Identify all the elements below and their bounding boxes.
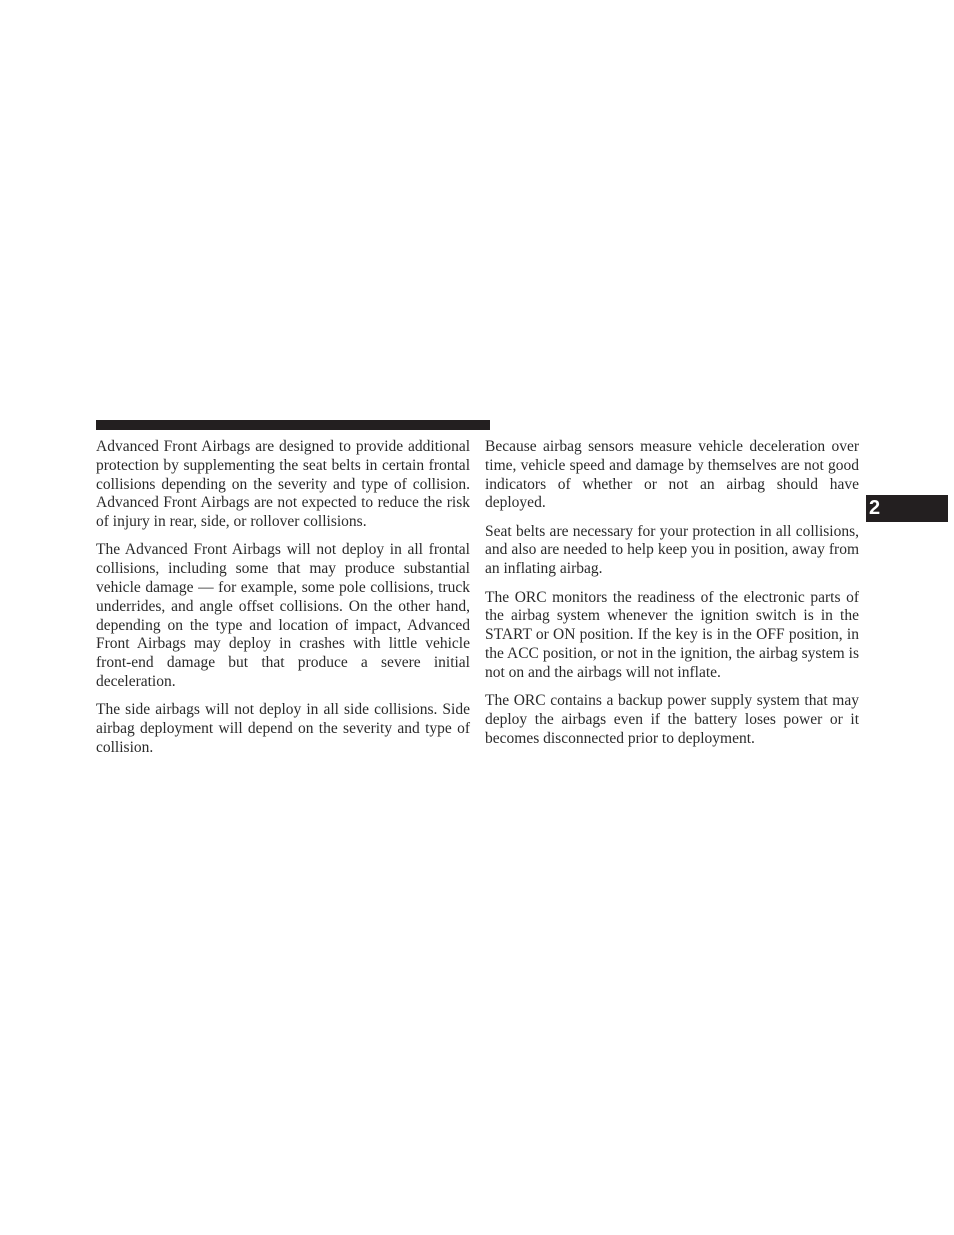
paragraph-orc-backup-power: The ORC contains a backup power supply system that may deploy the airbags even if the battery loses power or it becomes disconnected prior to deployment. — [485, 692, 859, 747]
left-column — [96, 438, 470, 767]
section-header-rule — [96, 420, 490, 430]
right-column — [485, 438, 859, 758]
paragraph-advanced-front-airbags-purpose: Advanced Front Airbags are designed to provide additional protection by supplementing the seat belts in certain frontal collisions depending on the severity and type of collision. Advanced Front Airbags are not expected to reduce the risk of injury in rear, side, or rollover collisions. — [96, 438, 470, 531]
paragraph-airbag-sensors: Because airbag sensors measure vehicle deceleration over time, vehicle speed and damage by themselves are not good indicators of whether or not an airbag should have deployed. — [485, 438, 859, 512]
paragraph-seat-belts: Seat belts are necessary for your protection in all collisions, and also are needed to help keep you in position, away from an inflating airbag. — [485, 522, 859, 578]
paragraph-advanced-front-airbags-deployment: The Advanced Front Airbags will not deploy in all frontal collisions, including some that may produce substantial vehicle damage — for example, some pole collisions, truck underrides, and angle offset collisions. On the other hand, depending on the type and location of impact, Advanced Front Airbags may deploy in crashes with little vehicle front-end damage but that produce a severe initial deceleration. — [96, 541, 470, 691]
paragraph-side-airbags: The side airbags will not deploy in all side collisions. Side airbag deployment will depend on the severity and type of collision. — [96, 701, 470, 756]
chapter-tab: 2 — [866, 495, 948, 522]
paragraph-orc-monitoring: The ORC monitors the readiness of the electronic parts of the airbag system whenever the ignition switch is in the START or ON position. If the key is in the OFF position, in the ACC position, or not in the ignition, the airbag system is not on and the airbags will not inflate. — [485, 588, 859, 681]
